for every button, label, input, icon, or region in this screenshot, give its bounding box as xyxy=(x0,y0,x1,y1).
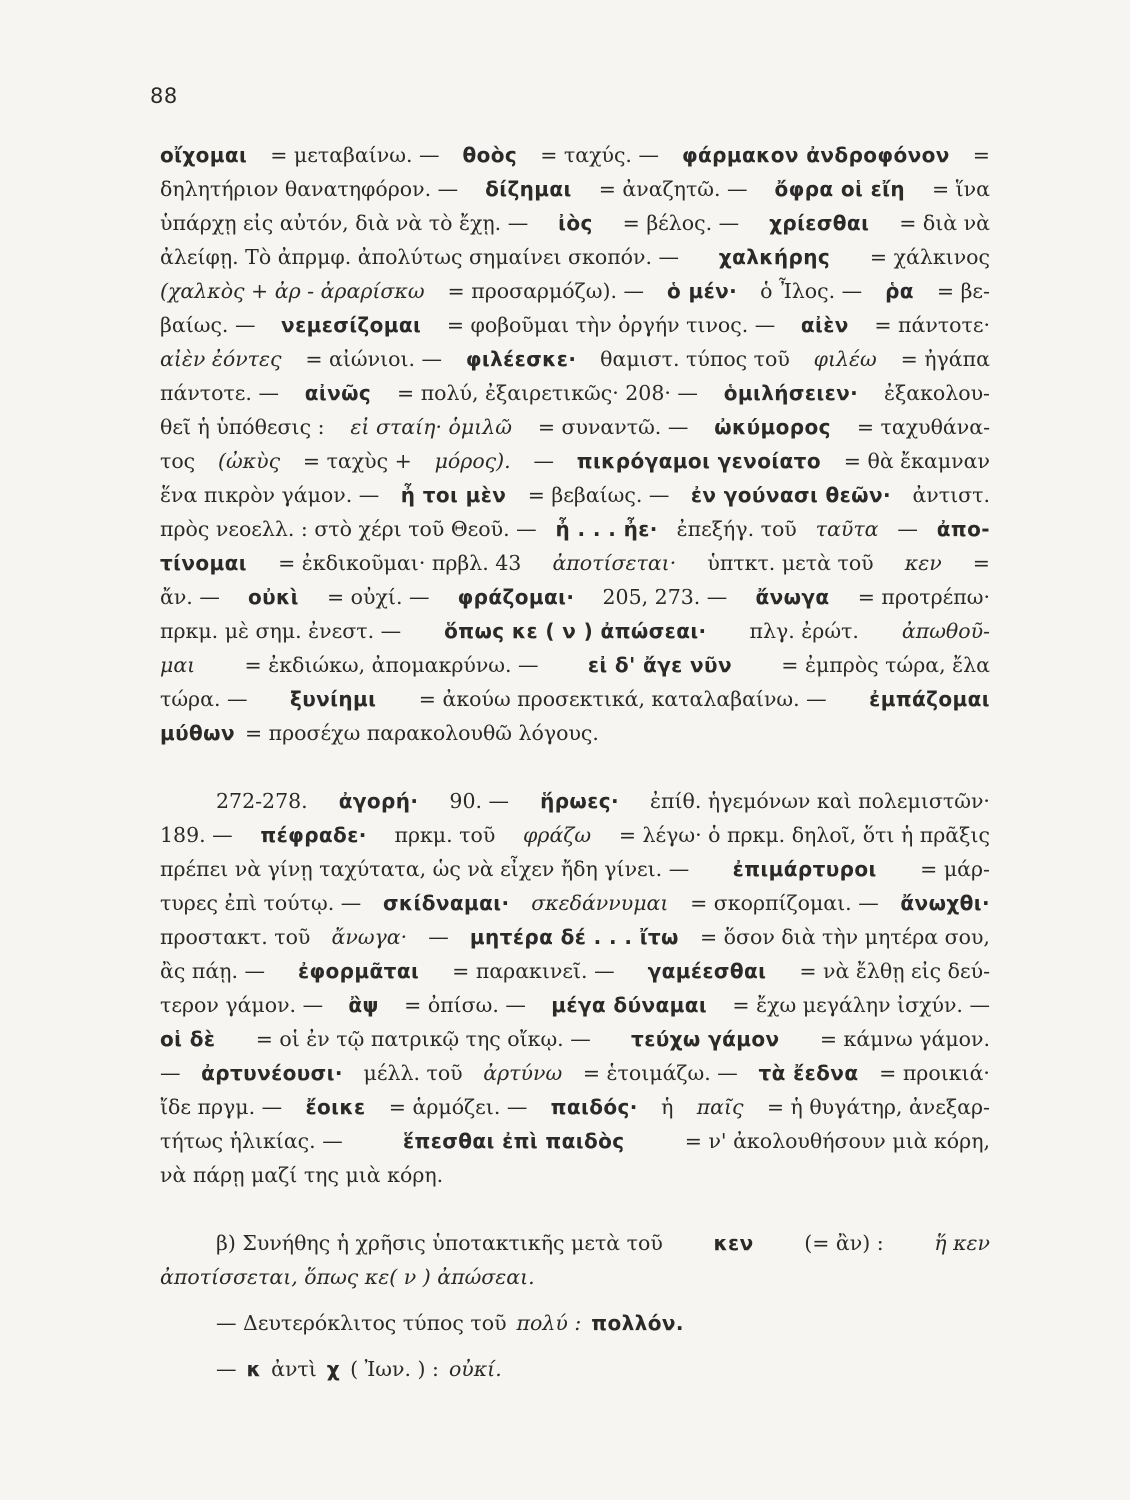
headword: παιδός· xyxy=(550,1095,638,1119)
italic-term: ταῦτα xyxy=(815,517,879,541)
italic-term: σκεδάννυμαι xyxy=(531,891,669,915)
text-line xyxy=(160,1158,990,1192)
paragraph-1 xyxy=(160,138,990,750)
headword: γαμέεσθαι xyxy=(647,959,767,983)
headword: ἄνωχθι· xyxy=(900,891,990,915)
text-line xyxy=(160,308,990,342)
text-segment: τος xyxy=(160,449,196,473)
text-line xyxy=(160,410,990,444)
headword: ἥρωες· xyxy=(540,789,620,813)
text-line xyxy=(160,1352,990,1386)
text-line xyxy=(160,444,990,478)
text-line xyxy=(160,716,990,750)
text-line xyxy=(160,512,990,546)
text-line xyxy=(160,614,990,648)
italic-term: αἰὲν ἐόντες xyxy=(160,347,282,371)
paragraph-gap xyxy=(160,1340,990,1352)
headword: πικρόγαμοι γενοίατο xyxy=(576,449,821,473)
text-segment: = ταχὺς + xyxy=(302,449,412,473)
text-segment: = παρακινεῖ. — xyxy=(452,959,615,983)
text-line xyxy=(160,546,990,580)
text-segment: ἡ xyxy=(661,1095,674,1119)
headword: οἴχομαι xyxy=(160,143,248,167)
text-segment: πρκμ. τοῦ xyxy=(394,823,496,847)
text-segment: 90. — xyxy=(449,789,510,813)
headword: φράζομαι· xyxy=(457,585,575,609)
text-segment: ἂς πάῃ. — xyxy=(160,959,265,983)
text-line xyxy=(160,988,990,1022)
text-segment: πρκμ. μὲ σημ. ἐνεστ. — xyxy=(160,619,402,643)
paragraph-3 xyxy=(160,1226,990,1294)
text-segment: = ἑτοιμάζω. — xyxy=(582,1061,738,1085)
text-segment: = χάλκινος xyxy=(869,245,990,269)
text-segment: = ἔχω μεγάλην ἰσχύν. — xyxy=(732,993,990,1017)
text-segment: (= ἂν) : xyxy=(804,1231,884,1255)
headword: θοὸς xyxy=(462,143,518,167)
headword: ὄφρα οἱ εἴη xyxy=(774,177,905,201)
text-segment: = ἵνα xyxy=(931,177,990,201)
text-segment: — xyxy=(160,1061,181,1085)
headword: δίζημαι xyxy=(485,177,572,201)
italic-term: φιλέω xyxy=(813,347,877,371)
headword: ἦ . . . ἦε· xyxy=(555,517,658,541)
italic-term: κεν xyxy=(904,551,942,575)
headword: οἱ δὲ xyxy=(160,1027,216,1051)
headword: μέγα δύναμαι xyxy=(551,993,708,1017)
text-line xyxy=(160,682,990,716)
text-segment: = xyxy=(972,551,990,575)
text-line xyxy=(160,1260,990,1294)
text-line xyxy=(160,954,990,988)
headword: τίνομαι xyxy=(160,551,247,575)
text-segment: βαίως. — xyxy=(160,313,256,337)
text-segment: ἐπεξήγ. τοῦ xyxy=(676,517,797,541)
headword: ἂψ xyxy=(348,993,379,1017)
headword: ἰὸς xyxy=(558,211,593,235)
text-line xyxy=(160,1090,990,1124)
italic-term: παῖς xyxy=(696,1095,744,1119)
headword: ὠκύμορος xyxy=(714,415,831,439)
text-segment: — xyxy=(533,449,554,473)
text-segment: = λέγω· ὁ πρκμ. δηλοῖ, ὅτι ἡ πρᾶξις xyxy=(618,823,990,847)
text-line xyxy=(160,1056,990,1090)
text-segment: = ἁρμόζει. — xyxy=(388,1095,528,1119)
text-segment: τερον γάμον. — xyxy=(160,993,324,1017)
text-segment: πλγ. ἐρώτ. xyxy=(749,619,859,643)
headword: σκίδναμαι· xyxy=(382,891,510,915)
headword: πολλόν. xyxy=(591,1311,684,1335)
text-segment: ἕνα πικρὸν γάμον. — xyxy=(160,483,380,507)
text-segment: τήτως ἡλικίας. — xyxy=(160,1129,343,1153)
text-segment: νὰ πάρῃ μαζί της μιὰ κόρη. xyxy=(160,1163,444,1187)
text-segment: = μεταβαίνω. — xyxy=(270,143,440,167)
text-segment: = προτρέπω· xyxy=(857,585,990,609)
body-text xyxy=(160,138,990,1386)
paragraph-2 xyxy=(160,784,990,1192)
text-segment: = φοβοῦμαι τὴν ὀργήν τινος. — xyxy=(446,313,776,337)
italic-term: οὐκί. xyxy=(448,1357,502,1381)
text-segment: = ἠγάπα xyxy=(900,347,990,371)
headword: τεύχω γάμον xyxy=(631,1027,780,1051)
text-segment: ἐπίθ. ἡγεμόνων καὶ πολεμιστῶν· xyxy=(650,789,990,813)
headword: ἦ τοι μὲν xyxy=(400,483,507,507)
headword: τὰ ἔεδνα xyxy=(758,1061,859,1085)
text-segment: — xyxy=(428,925,449,949)
text-line xyxy=(160,342,990,376)
headword: αἰὲν xyxy=(800,313,849,337)
text-segment: = βέλος. — xyxy=(622,211,740,235)
text-line xyxy=(160,580,990,614)
text-segment: ἀντιστ. xyxy=(912,483,990,507)
headword: ἐπιμάρτυροι xyxy=(732,857,877,881)
text-line xyxy=(160,172,990,206)
headword: ἕπεσθαι ἐπὶ παιδὸς xyxy=(402,1129,625,1153)
headword: ὅπως κε ( ν ) ἀπώσεαι· xyxy=(444,619,707,643)
headword: ἐφορμᾶται xyxy=(297,959,420,983)
headword: πέφραδε· xyxy=(260,823,367,847)
text-line xyxy=(160,376,990,410)
italic-term: ἄνωγα· xyxy=(331,925,408,949)
text-segment: = ὀπίσω. — xyxy=(404,993,526,1017)
text-line xyxy=(160,1226,990,1260)
headword: κεν xyxy=(713,1231,754,1255)
text-segment: — Δευτερόκλιτος τύπος τοῦ xyxy=(216,1311,507,1335)
headword: ἔοικε xyxy=(305,1095,366,1119)
headword: ξυνίημι xyxy=(290,687,377,711)
text-line xyxy=(160,1306,990,1340)
text-segment: = νὰ ἔλθῃ εἰς δεύ- xyxy=(799,959,990,983)
paragraph-4 xyxy=(160,1306,990,1340)
italic-term: ἥ κεν xyxy=(934,1231,990,1255)
text-line xyxy=(160,478,990,512)
text-segment: = κάμνω γάμον. xyxy=(819,1027,990,1051)
headword: αἰνῶς xyxy=(304,381,372,405)
text-segment: πρέπει νὰ γίνῃ ταχύτατα, ὡς νὰ εἶχεν ἤδη γίνει. — xyxy=(160,857,690,881)
headword: φάρμακον ἀνδροφόνον xyxy=(681,143,950,167)
text-segment: ἴδε πργμ. — xyxy=(160,1095,283,1119)
headword: μητέρα δέ . . . ἴτω xyxy=(469,925,679,949)
text-segment: ἀλείφῃ. Τὸ ἀπρμφ. ἀπολύτως σημαίνει σκοπόν. — xyxy=(160,245,680,269)
italic-term: ἀποτίσσεται, ὅπως κε( ν ) ἀπώσεαι. xyxy=(160,1265,535,1289)
text-segment: = ἐκδιώκω, ἀπομακρύνω. — xyxy=(244,653,539,677)
italic-term: μόρος). xyxy=(434,449,511,473)
text-segment: μέλλ. τοῦ xyxy=(363,1061,463,1085)
italic-term: πολύ : xyxy=(516,1311,582,1335)
headword: ἀρτυνέουσι· xyxy=(201,1061,343,1085)
text-line xyxy=(160,240,990,274)
headword: ῥα xyxy=(885,279,914,303)
headword: ἐμπάζομαι xyxy=(869,687,990,711)
headword: ἐν γούνασι θεῶν· xyxy=(690,483,891,507)
text-segment: = σκορπίζομαι. — xyxy=(690,891,879,915)
headword: ἀγορή· xyxy=(338,789,419,813)
text-segment: = ὅσον διὰ τὴν μητέρα σου, xyxy=(699,925,990,949)
text-line xyxy=(160,920,990,954)
paragraph-5 xyxy=(160,1352,990,1386)
italic-term: φράζω xyxy=(523,823,592,847)
text-line xyxy=(160,818,990,852)
text-segment: = προικιά· xyxy=(879,1061,990,1085)
text-line xyxy=(160,648,990,682)
headword: κ xyxy=(246,1357,262,1381)
text-line xyxy=(160,138,990,172)
text-segment: = πάντοτε· xyxy=(874,313,990,337)
text-segment: β) Συνήθης ἡ χρῆσις ὑποτακτικῆς μετὰ τοῦ xyxy=(216,1231,663,1255)
text-segment: 189. — xyxy=(160,823,233,847)
text-segment: — xyxy=(216,1357,237,1381)
italic-term: (ὠκὺς xyxy=(217,449,281,473)
headword: ὁμιλήσειεν· xyxy=(723,381,859,405)
text-segment: = ν' ἀκολουθήσουν μιὰ κόρη, xyxy=(684,1129,990,1153)
italic-term: μαι xyxy=(160,653,196,677)
italic-term: ἀρτύνω xyxy=(483,1061,563,1085)
text-line xyxy=(160,852,990,886)
text-segment: = ἀκούω προσεκτικά, καταλαβαίνω. — xyxy=(418,687,827,711)
headword: χρίεσθαι xyxy=(769,211,870,235)
text-segment: = οὐχί. — xyxy=(326,585,430,609)
text-segment: ἀντὶ xyxy=(271,1357,317,1381)
headword: ἀπο- xyxy=(936,517,990,541)
text-segment: 205, 273. — xyxy=(602,585,728,609)
text-segment: = μάρ- xyxy=(920,857,990,881)
text-segment: = ταχυθάνα- xyxy=(856,415,990,439)
text-segment: = βεβαίως. — xyxy=(527,483,670,507)
text-line xyxy=(160,1124,990,1158)
text-segment: = πολύ, ἐξαιρετικῶς· 208· — xyxy=(397,381,698,405)
text-segment: τώρα. — xyxy=(160,687,248,711)
text-line xyxy=(160,1022,990,1056)
text-segment: — xyxy=(897,517,918,541)
italic-term: ἀποτίσεται· xyxy=(552,551,677,575)
text-segment: = xyxy=(972,143,990,167)
text-segment: = προσέχω παρακολουθῶ λόγους. xyxy=(244,721,599,745)
paragraph-gap xyxy=(160,1192,990,1226)
text-segment: = διὰ νὰ xyxy=(899,211,990,235)
text-segment: = συναντῶ. — xyxy=(537,415,689,439)
headword: ἄνωγα xyxy=(755,585,830,609)
italic-term: ἀπωθοῦ- xyxy=(901,619,990,643)
paragraph-gap xyxy=(160,750,990,784)
text-segment: πάντοτε. — xyxy=(160,381,279,405)
text-segment: = βε- xyxy=(936,279,990,303)
text-segment: = προσαρμόζω). — xyxy=(447,279,645,303)
text-segment: 272-278. xyxy=(216,789,308,813)
text-segment: ὑπάρχῃ εἰς αὐτόν, διὰ νὰ τὸ ἔχῃ. — xyxy=(160,211,529,235)
text-segment: ὁ Ἶλος. — xyxy=(760,279,863,303)
headword: χαλκήρης xyxy=(718,245,831,269)
paragraph-gap xyxy=(160,1294,990,1306)
text-segment: = οἱ ἐν τῷ πατρικῷ της οἴκῳ. — xyxy=(255,1027,591,1051)
headword: οὐκὶ xyxy=(247,585,299,609)
headword: μύθων xyxy=(160,721,235,745)
text-segment: ἄν. — xyxy=(160,585,220,609)
text-segment: = ἐκδικοῦμαι· πρβλ. 43 xyxy=(278,551,522,575)
text-segment: θεῖ ἡ ὑπόθεσις : xyxy=(160,415,325,439)
text-segment: ( Ἰων. ) : xyxy=(350,1357,439,1381)
text-segment: ὑπτκτ. μετὰ τοῦ xyxy=(707,551,874,575)
text-segment: = θὰ ἔκαμναν xyxy=(843,449,990,473)
text-segment: = αἰώνιοι. — xyxy=(305,347,443,371)
text-line xyxy=(160,784,990,818)
text-segment: θαμιστ. τύπος τοῦ xyxy=(600,347,790,371)
text-segment: = ἀναζητῶ. — xyxy=(598,177,748,201)
text-segment: = ταχύς. — xyxy=(540,143,659,167)
headword: χ xyxy=(326,1357,341,1381)
text-segment: = ἐμπρὸς τώρα, ἔλα xyxy=(781,653,990,677)
italic-term: (χαλκὸς + ἀρ - ἀραρίσκω xyxy=(160,279,425,303)
headword: φιλέεσκε· xyxy=(465,347,577,371)
text-line xyxy=(160,274,990,308)
text-line xyxy=(160,206,990,240)
headword: νεμεσίζομαι xyxy=(281,313,422,337)
text-segment: ἐξακολου- xyxy=(883,381,990,405)
headword: εἰ δ' ἄγε νῦν xyxy=(587,653,732,677)
text-line xyxy=(160,886,990,920)
text-segment: προστακτ. τοῦ xyxy=(160,925,311,949)
text-segment: = ἡ θυγάτηρ, ἀνεξαρ- xyxy=(766,1095,990,1119)
text-segment: δηλητήριον θανατηφόρον. — xyxy=(160,177,459,201)
text-segment: πρὸς νεοελλ. : στὸ χέρι τοῦ Θεοῦ. — xyxy=(160,517,537,541)
page-number: 88 xyxy=(150,84,178,108)
headword: ὁ μέν· xyxy=(666,279,738,303)
text-segment: τυρες ἐπὶ τούτῳ. — xyxy=(160,891,362,915)
italic-term: εἰ σταίη· ὁμιλῶ xyxy=(350,415,512,439)
